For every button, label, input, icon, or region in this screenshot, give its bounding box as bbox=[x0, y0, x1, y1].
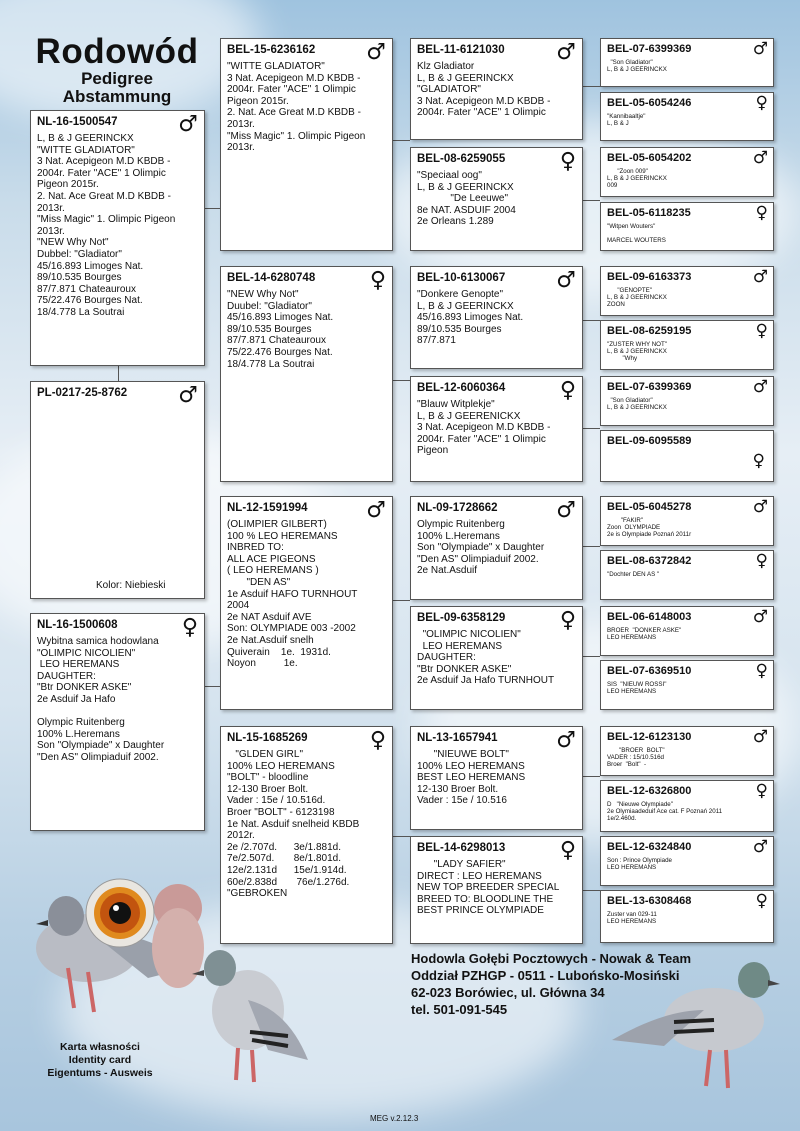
pedigree-notes: Zuster van 029-11 LEO HEREMANS bbox=[607, 911, 657, 926]
ring-number: BEL-11-6121030 bbox=[417, 44, 505, 56]
pedigree-notes: L, B & J GEERINCKX "WITTE GLADIATOR" 3 Nat. Acepigeon M.D KBDB - 2004r. Fater "ACE" 1 Olimpic Pigeon 2015r. 2. Nat. Ace Great M.D KBDB - 2013r. "Miss Magic" 1. Olimpic Pigeon 2013r. "NEW Why Not" Dubbel: "Gladiator" 45/16.893 Limoges Nat. 89/10.535 Bourges 87/7.871 Chateauroux 75/22.476 Bourges Nat. 18/4.778 La Soutrai bbox=[37, 133, 176, 318]
connector-line bbox=[204, 208, 220, 209]
connector-line bbox=[582, 86, 600, 87]
male-icon: ♂ bbox=[556, 40, 576, 65]
pedigree-box-gen3-8 bbox=[410, 836, 583, 944]
connector-line bbox=[392, 600, 410, 601]
pedigree-notes: "Son Gladiator" L, B & J GEERINCKX bbox=[607, 397, 667, 412]
ring-number: BEL-15-6236162 bbox=[227, 44, 316, 56]
ring-number: BEL-07-6399369 bbox=[607, 43, 692, 55]
connector-line bbox=[392, 140, 410, 141]
male-icon: ♂ bbox=[752, 837, 768, 857]
male-icon: ♂ bbox=[556, 268, 576, 293]
ring-number: BEL-13-6308468 bbox=[607, 895, 692, 907]
female-icon: ♀ bbox=[755, 551, 768, 571]
ring-number: BEL-14-6280748 bbox=[227, 272, 316, 284]
card-label-pl: Karta własności bbox=[60, 1041, 140, 1053]
title-sub-de: Abstammung bbox=[62, 87, 172, 106]
connector-line bbox=[582, 890, 600, 891]
pedigree-notes: "GENOPTE" L, B & J GEERINCKX ZOON bbox=[607, 287, 667, 309]
pedigree-notes: Olympic Ruitenberg 100% L.Heremans Son "Olympiade" x Daughter "Den AS" Olimpiaduif 2002. 2e Nat.Asduif bbox=[417, 519, 545, 577]
ring-number: BEL-12-6326800 bbox=[607, 785, 692, 797]
pedigree-box-gen3-4 bbox=[410, 376, 583, 482]
pedigree-notes: "Zoon 009" L, B & J GEERINCKX 009 bbox=[607, 168, 667, 190]
pedigree-notes: Son : Prince Olympiade LEO HEREMANS bbox=[607, 857, 672, 872]
ring-number: BEL-08-6372842 bbox=[607, 555, 692, 567]
breeder-name: Hodowla Gołębi Pocztowych - Nowak & Team bbox=[411, 951, 692, 966]
pedigree-notes: "LADY SAFIER" DIRECT : LEO HEREMANS NEW TOP BREEDER SPECIAL BREED TO: BLOODLINE THE BEST PRINCE OLYMPIADE bbox=[417, 859, 560, 917]
breeder-phone: tel. 501-091-545 bbox=[411, 1002, 508, 1017]
ring-number: BEL-10-6130067 bbox=[417, 272, 506, 284]
pedigree-notes: Wybitna samica hodowlana "OLIMPIC NICOLIEN" LEO HEREMANS DAUGHTER: "Btr DONKER ASKE" 2e Asduif Ja Hafo Olympic Ruitenberg 100% L.Heremans Son "Olympiade" x Daughter "Den AS" Olimpiaduif 2002. bbox=[37, 636, 165, 763]
female-icon: ♀ bbox=[559, 608, 576, 633]
ring-number: BEL-05-6054202 bbox=[607, 152, 692, 164]
connector-line bbox=[118, 366, 119, 382]
pedigree-notes: SIS "NIEUW ROSSI" LEO HEREMANS bbox=[607, 681, 667, 696]
ring-number: BEL-05-6045278 bbox=[607, 501, 692, 513]
pedigree-box-gen4-6 bbox=[600, 320, 774, 370]
pedigree-box-gen4-12 bbox=[600, 660, 774, 710]
female-icon: ♀ bbox=[755, 781, 768, 801]
identity-card-label bbox=[20, 1041, 180, 1080]
pedigree-box-dam-sire bbox=[220, 496, 393, 710]
software-version: MEG v.2.12.3 bbox=[370, 1114, 419, 1123]
ring-number: NL-16-1500547 bbox=[37, 116, 118, 128]
title-main: Rodowód bbox=[35, 32, 199, 71]
pedigree-box-gen4-10 bbox=[600, 550, 774, 600]
pedigree-notes: "GLDEN GIRL" 100% LEO HEREMANS "BOLT" - bloodline 12-130 Broer Bolt. Vader : 15e / 10.516d. Broer "BOLT" - 6123198 1e Nat. Asduif snelheid KBDB 2012r. 2e /2.707d. 3e/1.881d. 7e/2.507d. 8e/1.801d. 12e/2.131d 15e/1.914d. 60e/2.838d 76e/1.276d. "GEBROKEN bbox=[227, 749, 360, 900]
male-icon: ♂ bbox=[752, 727, 768, 747]
pedigree-notes: "OLIMPIC NICOLIEN" LEO HEREMANS DAUGHTER: "Btr DONKER ASKE" 2e Asduif Ja Hafo TURNHOUT bbox=[417, 629, 555, 687]
male-icon: ♂ bbox=[752, 267, 768, 287]
connector-line bbox=[582, 776, 600, 777]
ring-number: PL-0217-25-8762 bbox=[37, 387, 128, 399]
female-icon: ♀ bbox=[755, 891, 768, 911]
pedigree-notes: (OLIMPIER GILBERT) 100 % LEO HEREMANS INBRED TO: ALL ACE PIGEONS ( LEO HEREMANS ) "DEN AS" 1e Asduif HAFO TURNHOUT 2004 2e NAT Asduif AVE Son: OLYMPIADE 003 -2002 2e Nat.Asduif snelh Quiverain 1e. 1931d. Noyon 1e. bbox=[227, 519, 358, 670]
ring-number: NL-15-1685269 bbox=[227, 732, 308, 744]
pedigree-box-gen4-13 bbox=[600, 726, 774, 776]
female-icon: ♀ bbox=[181, 615, 198, 640]
connector-line bbox=[392, 380, 410, 381]
pedigree-box-dam bbox=[30, 613, 205, 831]
male-icon: ♂ bbox=[752, 39, 768, 59]
ring-number: BEL-09-6358129 bbox=[417, 612, 506, 624]
card-label-de: Eigentums - Ausweis bbox=[47, 1067, 153, 1079]
female-icon: ♀ bbox=[369, 728, 386, 753]
pedigree-box-gen4-15 bbox=[600, 836, 774, 886]
connector-line bbox=[582, 428, 600, 429]
female-icon: ♀ bbox=[755, 93, 768, 113]
connector-line bbox=[204, 686, 220, 687]
pedigree-box-dam-dam bbox=[220, 726, 393, 944]
female-icon: ♀ bbox=[755, 661, 768, 681]
pedigree-box-gen4-8 bbox=[600, 430, 774, 482]
pedigree-notes: "Witpen Wouters" MARCEL WOUTERS bbox=[607, 223, 666, 245]
male-icon: ♂ bbox=[752, 607, 768, 627]
male-icon: ♂ bbox=[178, 112, 198, 137]
pedigree-notes: "Blauw Witplekje" L, B & J GEERENICKX 3 Nat. Acepigeon M.D KBDB - 2004r. Fater "ACE" 1 Olimpic Pigeon bbox=[417, 399, 551, 457]
pedigree-notes: "NIEUWE BOLT" 100% LEO HEREMANS BEST LEO HEREMANS 12-130 Broer Bolt. Vader : 15e / 10.516 bbox=[417, 749, 526, 807]
pedigree-box-gen3-3 bbox=[410, 266, 583, 369]
pedigree-box-gen3-2 bbox=[410, 147, 583, 251]
ring-number: BEL-07-6369510 bbox=[607, 665, 692, 677]
pedigree-box-gen4-7 bbox=[600, 376, 774, 426]
breeder-address: 62-023 Borówiec, ul. Główna 34 bbox=[411, 985, 605, 1000]
pedigree-notes: D "Nieuwe Olympiade" 2e Olymiaadeduif Ace cat. F Poznań 2011 1e/2.460d. bbox=[607, 801, 723, 823]
female-icon: ♀ bbox=[559, 149, 576, 174]
pedigree-box-gen4-4 bbox=[600, 202, 774, 251]
female-icon: ♀ bbox=[559, 378, 576, 403]
pedigree-notes: Klz Gladiator L, B & J GEERINCKX "GLADIATOR" 3 Nat. Acepigeon M.D KBDB - 2004r. Fater "ACE" 1 Olimpic bbox=[417, 61, 551, 119]
pedigree-notes: "ZUSTER WHY NOT" L, B & J GEERINCKX "Why bbox=[607, 341, 667, 363]
pedigree-box-sire-dam bbox=[220, 266, 393, 482]
pedigree-box-gen4-3 bbox=[600, 147, 774, 197]
pigeon-eye-illustration bbox=[28, 868, 208, 1028]
pedigree-box-gen3-1 bbox=[410, 38, 583, 140]
connector-line bbox=[582, 200, 600, 201]
pedigree-notes: "Dochter DEN AS " bbox=[607, 571, 660, 578]
pedigree-box-sire bbox=[220, 38, 393, 251]
ring-number: BEL-08-6259195 bbox=[607, 325, 692, 337]
breeder-branch: Oddział PZHGP - 0511 - Lubońsko-Mosiński bbox=[411, 968, 680, 983]
male-icon: ♂ bbox=[752, 377, 768, 397]
pedigree-notes: "WITTE GLADIATOR" 3 Nat. Acepigeon M.D KBDB - 2004r. Fater "ACE" 1 Olimpic Pigeon 2015r. 2. Nat. Ace Great M.D KBDB - 2013r. "Miss Magic" 1. Olimpic Pigeon 2013r. bbox=[227, 61, 366, 154]
title-sub-en: Pedigree bbox=[81, 69, 153, 88]
ring-number: BEL-05-6054246 bbox=[607, 97, 692, 109]
ring-number: BEL-08-6259055 bbox=[417, 153, 506, 165]
pedigree-notes: "FAKIR" Zoon OLYMPIADE 2e is Olympiade Poznań 2011r bbox=[607, 517, 692, 539]
ring-number: BEL-09-6163373 bbox=[607, 271, 692, 283]
male-icon: ♂ bbox=[752, 148, 768, 168]
male-icon: ♂ bbox=[178, 383, 198, 408]
connector-line bbox=[392, 836, 410, 837]
female-icon: ♀ bbox=[755, 203, 768, 223]
pedigree-notes: "Donkere Genopte" L, B & J GEERINCKX 45/16.893 Limoges Nat. 89/10.535 Bourges 87/7.871 bbox=[417, 289, 524, 347]
female-icon: ♀ bbox=[369, 268, 386, 293]
pedigree-box-subject bbox=[30, 110, 205, 366]
ring-number: NL-12-1591994 bbox=[227, 502, 308, 514]
pedigree-box-gen4-11 bbox=[600, 606, 774, 656]
male-icon: ♂ bbox=[556, 498, 576, 523]
pedigree-box-gen4-1 bbox=[600, 38, 774, 87]
ring-number: BEL-12-6324840 bbox=[607, 841, 692, 853]
ring-number: BEL-09-6095589 bbox=[607, 435, 692, 447]
ring-number: BEL-12-6060364 bbox=[417, 382, 506, 394]
pedigree-box-owner bbox=[30, 381, 205, 599]
pedigree-box-gen4-14 bbox=[600, 780, 774, 832]
male-icon: ♂ bbox=[366, 498, 386, 523]
pedigree-notes: "Speciaal oog" L, B & J GEERINCKX "De Leeuwe" 8e NAT. ASDUIF 2004 2e Orleans 1.289 bbox=[417, 170, 516, 228]
female-icon: ♀ bbox=[559, 838, 576, 863]
connector-line bbox=[582, 656, 600, 657]
pedigree-notes: "Kannibaaltje" L, B & J bbox=[607, 113, 646, 128]
male-icon: ♂ bbox=[752, 497, 768, 517]
pedigree-notes: "Son Gladiator" L, B & J GEERINCKX bbox=[607, 59, 667, 74]
ring-number: NL-09-1728662 bbox=[417, 502, 498, 514]
pedigree-box-gen4-2 bbox=[600, 92, 774, 141]
pedigree-notes: BROER "DONKER ASKE" LEO HEREMANS bbox=[607, 627, 682, 642]
pigeon-illustration bbox=[188, 940, 318, 1090]
female-icon: ♀ bbox=[755, 321, 768, 341]
male-icon: ♂ bbox=[366, 40, 386, 65]
pedigree-box-gen3-5 bbox=[410, 496, 583, 600]
ring-number: BEL-06-6148003 bbox=[607, 611, 692, 623]
card-label-en: Identity card bbox=[68, 1054, 132, 1066]
connector-line bbox=[582, 546, 600, 547]
female-icon: ♀ bbox=[752, 451, 765, 471]
ring-number: BEL-05-6118235 bbox=[607, 207, 691, 219]
pedigree-box-gen3-6 bbox=[410, 606, 583, 710]
ring-number: NL-13-1657941 bbox=[417, 732, 498, 744]
ring-number: BEL-12-6123130 bbox=[607, 731, 692, 743]
pedigree-box-gen4-16 bbox=[600, 890, 774, 943]
pedigree-notes: "BROER BOLT" VADER : 15/10.516d Broer "Bolt" - bbox=[607, 747, 665, 769]
color-label: Kolor: Niebieski bbox=[96, 580, 166, 591]
pigeon-illustration bbox=[604, 950, 784, 1100]
ring-number: BEL-14-6298013 bbox=[417, 842, 506, 854]
pedigree-notes: "NEW Why Not" Duubel: "Gladiator" 45/16.893 Limoges Nat. 89/10.535 Bourges 87/7.871 Chateauroux 75/22.476 Bourges Nat. 18/4.778 La Soutrai bbox=[227, 289, 334, 370]
pedigree-box-gen4-9 bbox=[600, 496, 774, 546]
pedigree-box-gen4-5 bbox=[600, 266, 774, 316]
pedigree-box-gen3-7 bbox=[410, 726, 583, 830]
male-icon: ♂ bbox=[556, 728, 576, 753]
ring-number: NL-16-1500608 bbox=[37, 619, 118, 631]
connector-line bbox=[582, 320, 600, 321]
ring-number: BEL-07-6399369 bbox=[607, 381, 692, 393]
pedigree-title bbox=[22, 34, 212, 106]
